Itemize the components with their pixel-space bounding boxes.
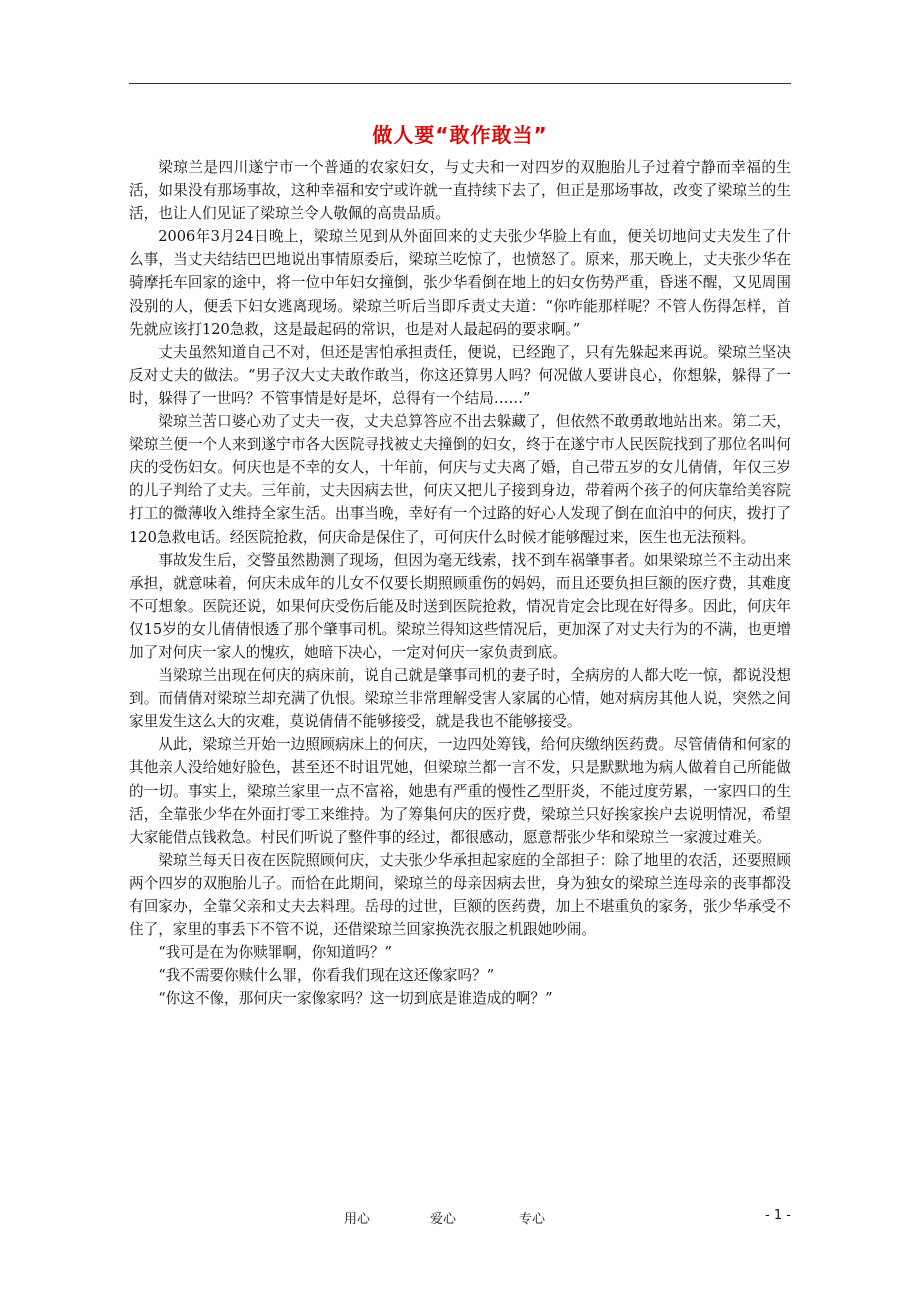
document-title: 做人要“敢作敢当” [372,123,548,147]
page-number: - 1 - [765,1208,791,1223]
document-body [129,156,791,1010]
footer-slogan: 专心 [519,1212,546,1227]
header-rule [129,83,791,84]
dialogue-line: “你这不像，那何庆一家像家吗？这一切到底是谁造成的啊？” [158,990,553,1008]
paragraph: 2006年3月24日晚上，梁琼兰见到从外面回来的丈夫张少华脸上有血，便关切地问丈夫发生了什么事，当丈夫结结巴巴地说出事情原委后，梁琼兰吃惊了，也愤怒了。原来，那天晚上，丈夫张少华在骑摩托车回家的途中，将一位中年妇女撞倒，张少华看倒在地上的妇女伤势严重，昏迷不醒，又见周围没别的人，便丢下妇女逃离现场。梁琼兰听后当即斥责丈夫道：“你咋能那样呢？不管人伤得怎样，首先就应该打120急救，这是最起码的常识，也是对人最起码的要求啊。” [129,228,791,338]
dialogue-line: “我不需要你赎什么罪，你看我们现在这还像家吗？” [158,967,495,985]
footer-slogan: 用心 [344,1212,371,1227]
paragraph: 梁琼兰每天日夜在医院照顾何庆，丈夫张少华承担起家庭的全部担子：除了地里的农活，还要照顾两个四岁的双胞胎儿子。而恰在此期间，梁琼兰的母亲因病去世，身为独女的梁琼兰连母亲的丧事都没有回家办，全靠父亲和丈夫去料理。岳母的过世，巨额的医药费，加上不堪重负的家务，张少华承受不住了，家里的事丢下不管不说，还借梁琼兰回家换洗衣服之机跟她吵闹。 [129,851,791,939]
dialogue-line: “我可是在为你赎罪啊，你知道吗？” [158,944,393,962]
paragraph: 从此，梁琼兰开始一边照顾病床上的何庆，一边四处筹钱，给何庆缴纳医药费。尽管倩倩和何家的其他亲人没给她好脸色，甚至还不时诅咒她，但梁琼兰都一言不发，只是默默地为病人做着自己所能做的一切。事实上，梁琼兰家里一点不富裕，她患有严重的慢性乙型肝炎，不能过度劳累，一家四口的生活，全靠张少华在外面打零工来维持。为了筹集何庆的医疗费，梁琼兰只好挨家挨户去说明情况，希望大家能借点钱救急。村民们听说了整件事的经过，都很感动，愿意帮张少华和梁琼兰一家渡过难关。 [129,736,791,846]
paragraph: 丈夫虽然知道自己不对，但还是害怕承担责任，便说，已经跑了，只有先躲起来再说。梁琼兰坚决反对丈夫的做法。“男子汉大丈夫敢作敢当，你这还算男人吗？何况做人要讲良心，你想躲，躲得了一时，躲得了一世吗？不管事情是好是坏，总得有一个结局……” [129,343,791,407]
page-footer [0,1208,920,1228]
paragraph: 当梁琼兰出现在何庆的病床前，说自己就是肇事司机的妻子时，全病房的人都大吃一惊，都说没想到。而倩倩对梁琼兰却充满了仇恨。梁琼兰非常理解受害人家属的心情，她对病房其他人说，突然之间家里发生这么大的灾难，莫说倩倩不能够接受，就是我也不能够接受。 [129,667,791,731]
footer-slogan: 爱心 [430,1212,457,1227]
paragraph: 梁琼兰是四川遂宁市一个普通的农家妇女，与丈夫和一对四岁的双胞胎儿子过着宁静而幸福的生活，如果没有那场事故，这种幸福和安宁或许就一直持续下去了，但正是那场事故，改变了梁琼兰的生活，也让人们见证了梁琼兰令人敬佩的高贵品质。 [129,159,791,223]
paragraph: 事故发生后，交警虽然勘测了现场，但因为毫无线索，找不到车祸肇事者。如果梁琼兰不主动出来承担，就意味着，何庆未成年的儿女不仅要长期照顾重伤的妈妈，而且还要负担巨额的医疗费，其难度不可想象。医院还说，如果何庆受伤后能及时送到医院抢救，情况肯定会比现在好得多。因此，何庆年仅15岁的女儿倩倩恨透了那个肇事司机。梁琼兰得知这些情况后，更加深了对丈夫行为的不满，也更增加了对何庆一家人的愧疚，她暗下决心，一定对何庆一家负责到底。 [129,551,791,661]
paragraph: 梁琼兰苦口婆心劝了丈夫一夜，丈夫总算答应不出去躲藏了，但依然不敢勇敢地站出来。第二天，梁琼兰便一个人来到遂宁市各大医院寻找被丈夫撞倒的妇女，终于在遂宁市人民医院找到了那位名叫何庆的受伤妇女。何庆也是不幸的女人，十年前，何庆与丈夫离了婚，自己带五岁的女儿倩倩，年仅三岁的儿子判给了丈夫。三年前，丈夫因病去世，何庆又把儿子接到身边，带着两个孩子的何庆靠给美容院打工的微薄收入维持全家生活。出事当晚，幸好有一个过路的好心人发现了倒在血泊中的何庆，拨打了120急救电话。经医院抢救，何庆命是保住了，可何庆什么时候才能够醒过来，医生也无法预料。 [129,413,791,546]
